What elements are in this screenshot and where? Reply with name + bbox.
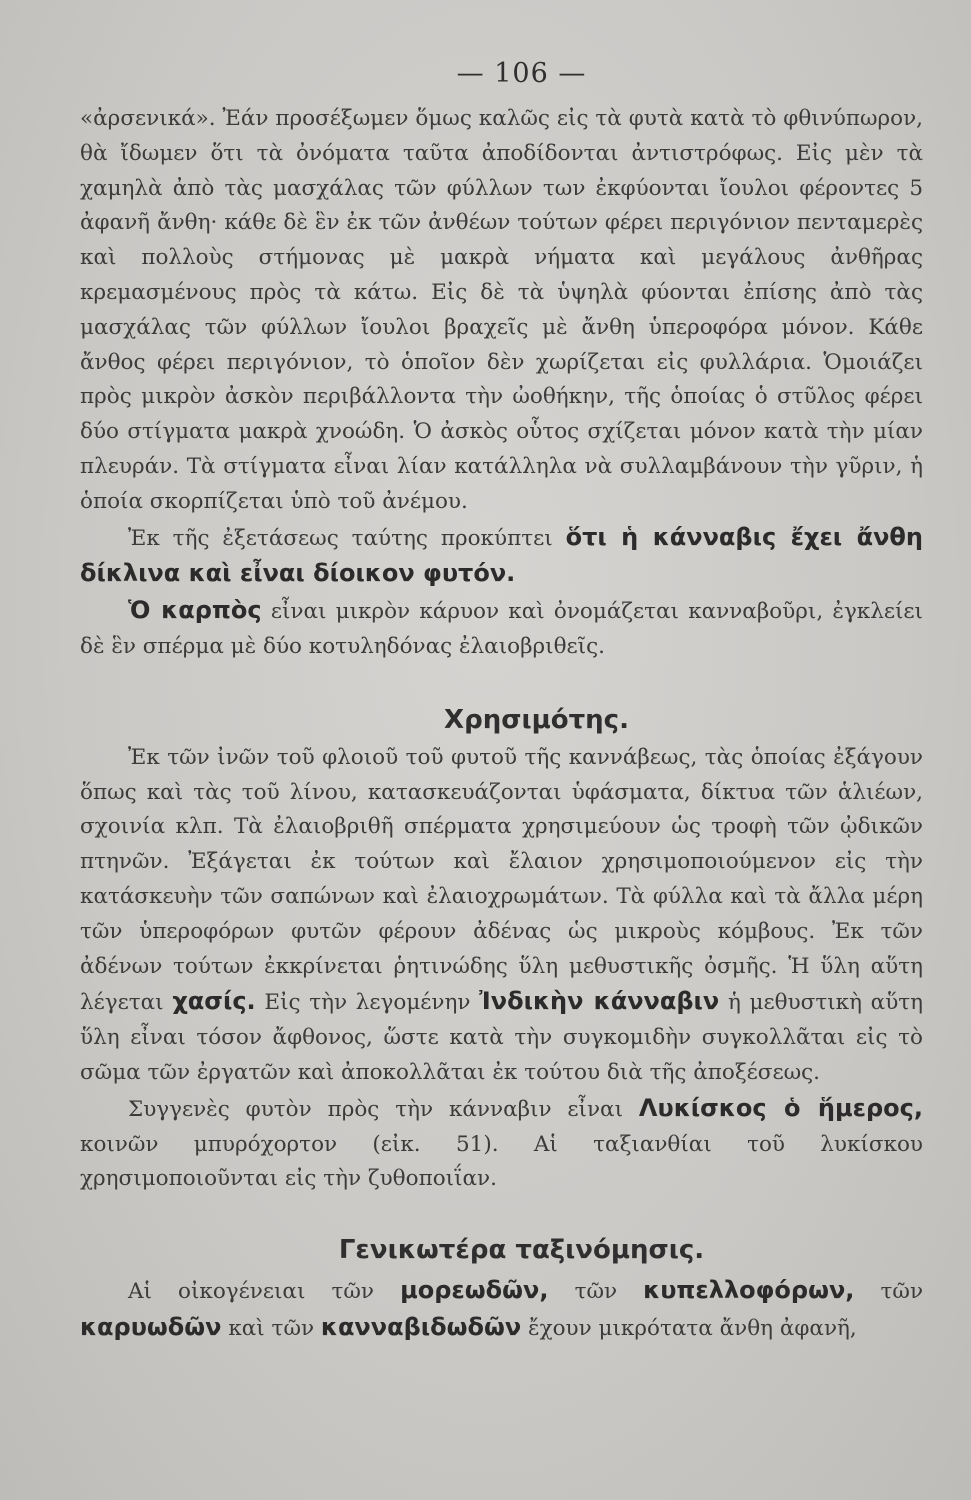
conclusion-lead: Ἐκ τῆς ἐξετάσεως ταύτης προκύπτει xyxy=(128,525,553,551)
paragraph-flowers: «ἀρσενικά». Ἐάν προσέξωμεν ὅμως καλῶς εἰς τὰ φυτὰ κατὰ τὸ φθινύπωρον, θὰ ἴδωμεν ὅτι τὰ ὀνόματα ταῦτα ἀποδίδονται ἀντιστρόφως. Εἰς μὲν τὰ χαμηλὰ ἀπὸ τὰς μασχάλας τῶν φύλλων των ἐκφύονται ἴουλοι φέροντες 5 ἀφανῆ ἄνθη· κάθε δὲ ἓν ἐκ τῶν ἀνθέων τούτων φέρει περιγόνιον πενταμερὲς καὶ πολλοὺς στήμονας μὲ μακρὰ νήματα καὶ μεγάλους ἀνθῆρας κρεμασμένους πρὸς τὰ κάτω. Εἰς δὲ τὰ ὑψηλὰ φύονται ἐπίσης ἀπὸ τὰς μασχάλας τῶν φύλλων ἴουλοι βραχεῖς μὲ ἄνθη ὑπεροφόρα μόνον. Κάθε ἄνθος φέρει περιγόνιον, τὸ ὁποῖον δὲν χωρίζεται εἰς φυλλάρια. Ὁμοιάζει πρὸς μικρὸν ἀσκὸν περιβάλλοντα τὴν ὠοθήκην, τῆς ὁποίας ὁ στῦλος φέρει δύο στίγματα μακρὰ χνοώδη. Ὁ ἀσκὸς οὗτος σχίζεται μόνον κατὰ τὴν μίαν πλευράν. Τὰ στίγματα εἶναι λίαν κατάλληλα νὰ συλλαμβάνουν τὴν γῦριν, ἡ ὁποία σκορπίζεται ὑπὸ τοῦ ἀνέμου. xyxy=(80,106,923,514)
usefulness-text-1: Ἐκ τῶν ἰνῶν τοῦ φλοιοῦ τοῦ φυτοῦ τῆς καννάβεως, τὰς ὁποίας ἐξάγουν ὅπως καὶ τὰς τοῦ λίνου, κατασκευάζονται ὑφάσματα, δίκτυα τῶν ἁλιέων, σχοινία κλπ. Τὰ ἐλαιοβριθῆ σπέρματα χρησιμεύουν ὡς τροφὴ τῶν ᾠδικῶν πτηνῶν. Ἐξάγεται ἐκ τούτων καὶ ἔλαιον χρησιμοποιούμενον εἰς τὴν κατάσκευὴν τῶν σαπώνων καὶ ἐλαιοχρωμάτων. Τὰ φύλλα καὶ τὰ ἄλλα μέρη τῶν ὑπεροφόρων φυτῶν φέρουν ἀδένας ὡς μικροὺς κόμβους. Ἐκ τῶν ἀδένων τούτων ἐκκρίνεται ῥητινώδης ὕλη μεθυστικῆς ὀσμῆς. Ἡ ὕλη αὕτη λέγεται xyxy=(80,744,923,1016)
usefulness-text-2: Εἰς τὴν λεγομένην xyxy=(264,990,471,1016)
fruit-term: Ὁ καρπὸς xyxy=(128,596,262,625)
fruit-text: εἶναι μικρὸν κάρυον καὶ ὀνομάζεται κανναβοῦρι, ἐγκλείει δὲ ἓν σπέρμα μὲ δύο κοτυληδόνας ἐλαιοβριθεῖς. xyxy=(80,599,923,659)
family-juglandaceae: καρυωδῶν xyxy=(80,1312,222,1341)
page-number: — 106 — xyxy=(456,58,587,89)
conclusion-bold: ὅτι ἡ κάνναβις ἔχει ἄνθη δίκλινα καὶ εἶναι δίοικον φυτόν. xyxy=(80,522,923,588)
classification-text-5: ἔχουν μικρότατα ἄνθη ἀφανῆ, xyxy=(528,1315,857,1341)
classification-text-3: τῶν xyxy=(880,1279,924,1305)
classification-text-2: τῶν xyxy=(574,1279,618,1305)
paragraph-usefulness xyxy=(80,741,923,1091)
classification-text-1: Αἱ οἰκογένειαι τῶν xyxy=(128,1279,374,1305)
heading-classification: Γενικωτέρα ταξινόμησις. xyxy=(338,1235,705,1266)
hops-term: Λυκίσκος ὁ ἥμερος, xyxy=(638,1093,923,1122)
classification-text-4: καὶ τῶν xyxy=(228,1315,315,1341)
paragraph-conclusion xyxy=(80,520,923,594)
paragraph-classification xyxy=(80,1273,923,1347)
hops-text-1: Συγγενὲς φυτὸν πρὸς τὴν κάνναβιν εἶναι xyxy=(128,1096,623,1122)
family-moraceae: μορεωδῶν, xyxy=(400,1276,549,1305)
paragraph-fruit xyxy=(80,593,923,665)
family-cannabaceae: κανναβιδωδῶν xyxy=(320,1312,522,1341)
indian-hemp-term: Ἰνδικὴν κάνναβιν xyxy=(479,987,720,1016)
family-cupuliferae: κυπελλοφόρων, xyxy=(643,1276,855,1305)
usefulness-text-3: ἡ μεθυστικὴ αὕτη ὕλη εἶναι τόσον ἄφθονος, ὥστε κατὰ τὴν συγκομιδὴν συγκολλᾶται εἰς τὸ σῶμα τῶν ἐργατῶν καὶ ἀποκολλᾶται ἐκ τούτου διὰ τῆς ἀποξέσεως. xyxy=(80,990,924,1085)
hops-text-2: κοινῶν μπυρόχορτον (εἰκ. 51). Αἱ ταξιανθίαι τοῦ λυκίσκου χρησιμοποιοῦνται εἰς τὴν ζυθοποιΐαν. xyxy=(80,1131,923,1192)
heading-usefulness: Χρησιμότης. xyxy=(444,704,629,735)
hashish-term: χασίς. xyxy=(172,987,256,1016)
paragraph-hops xyxy=(80,1091,923,1197)
